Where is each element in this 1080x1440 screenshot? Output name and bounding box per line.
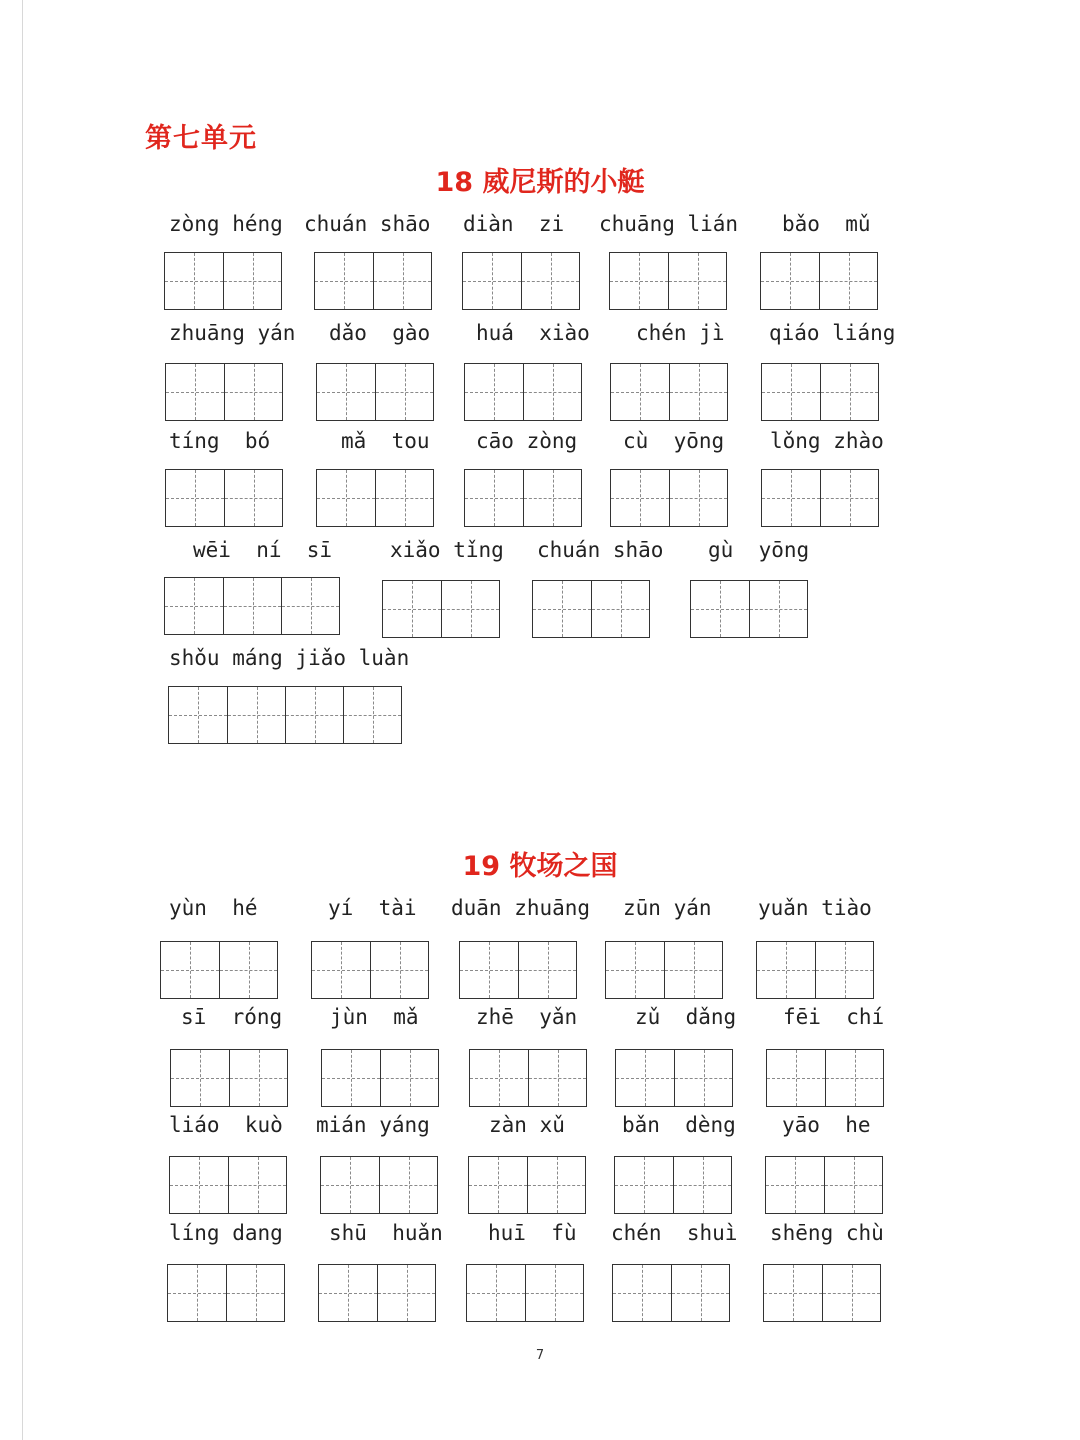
writing-grid[interactable] bbox=[610, 363, 728, 421]
pinyin-label: yāo he bbox=[782, 1113, 871, 1137]
writing-grid[interactable] bbox=[766, 1049, 884, 1107]
pinyin-label: yí tài bbox=[328, 896, 417, 920]
pinyin-label: mián yáng bbox=[316, 1113, 430, 1137]
writing-grid[interactable] bbox=[614, 1156, 732, 1214]
writing-grid[interactable] bbox=[164, 252, 282, 310]
pinyin-label: bǎn dèng bbox=[622, 1113, 736, 1137]
writing-grid[interactable] bbox=[761, 363, 879, 421]
pinyin-label: chén shuì bbox=[611, 1221, 738, 1245]
pinyin-label: mǎ tou bbox=[341, 429, 430, 453]
writing-grid[interactable] bbox=[169, 1156, 287, 1214]
pinyin-label: zǔ dǎng bbox=[635, 1005, 737, 1029]
page-number: 7 bbox=[535, 1348, 545, 1363]
writing-grid[interactable] bbox=[464, 363, 582, 421]
pinyin-label: sī róng bbox=[181, 1005, 283, 1029]
writing-grid[interactable] bbox=[469, 1049, 587, 1107]
writing-grid[interactable] bbox=[168, 686, 402, 744]
pinyin-label: duān zhuāng bbox=[451, 896, 591, 920]
writing-grid[interactable] bbox=[464, 469, 582, 527]
writing-grid[interactable] bbox=[316, 469, 434, 527]
pinyin-label: chén jì bbox=[636, 321, 725, 345]
writing-grid[interactable] bbox=[763, 1264, 881, 1322]
writing-grid[interactable] bbox=[382, 580, 500, 638]
pinyin-label: zhuāng yán bbox=[169, 321, 296, 345]
writing-grid[interactable] bbox=[609, 252, 727, 310]
writing-grid[interactable] bbox=[532, 580, 650, 638]
pinyin-label: shū huǎn bbox=[329, 1221, 443, 1245]
pinyin-label: jùn mǎ bbox=[330, 1005, 419, 1029]
writing-grid[interactable] bbox=[765, 1156, 883, 1214]
pinyin-label: dǎo gào bbox=[329, 321, 431, 345]
writing-grid[interactable] bbox=[605, 941, 723, 999]
writing-grid[interactable] bbox=[314, 252, 432, 310]
writing-grid[interactable] bbox=[164, 577, 340, 635]
pinyin-label: zūn yán bbox=[623, 896, 712, 920]
pinyin-label: yuǎn tiào bbox=[758, 896, 872, 920]
writing-grid[interactable] bbox=[462, 252, 580, 310]
pinyin-label: yùn hé bbox=[169, 896, 258, 920]
page-left-border bbox=[22, 0, 23, 1440]
writing-grid[interactable] bbox=[466, 1264, 584, 1322]
writing-grid[interactable] bbox=[761, 469, 879, 527]
writing-grid[interactable] bbox=[320, 1156, 438, 1214]
pinyin-label: shǒu máng jiǎo luàn bbox=[169, 646, 410, 670]
lesson-19-title: 19 牧场之国 bbox=[462, 851, 618, 882]
pinyin-label: huá xiào bbox=[476, 321, 590, 345]
writing-grid[interactable] bbox=[316, 363, 434, 421]
writing-grid[interactable] bbox=[160, 941, 278, 999]
lesson-18-title: 18 威尼斯的小艇 bbox=[435, 167, 645, 198]
writing-grid[interactable] bbox=[690, 580, 808, 638]
writing-grid[interactable] bbox=[165, 363, 283, 421]
pinyin-label: zòng héng bbox=[169, 212, 283, 236]
pinyin-label: bǎo mǔ bbox=[782, 212, 871, 236]
pinyin-label: liáo kuò bbox=[169, 1113, 283, 1137]
pinyin-label: chuán shāo bbox=[537, 538, 664, 562]
pinyin-label: xiǎo tǐng bbox=[390, 538, 504, 562]
pinyin-label: líng dang bbox=[169, 1221, 283, 1245]
pinyin-label: gù yōng bbox=[708, 538, 810, 562]
writing-grid[interactable] bbox=[610, 469, 728, 527]
writing-grid[interactable] bbox=[311, 941, 429, 999]
pinyin-label: huī fù bbox=[488, 1221, 577, 1245]
pinyin-label: lǒng zhào bbox=[770, 429, 884, 453]
writing-grid[interactable] bbox=[165, 469, 283, 527]
writing-grid[interactable] bbox=[760, 252, 878, 310]
pinyin-label: zhē yǎn bbox=[476, 1005, 578, 1029]
pinyin-label: qiáo liáng bbox=[769, 321, 896, 345]
pinyin-label: chuán shāo bbox=[304, 212, 431, 236]
pinyin-label: tíng bó bbox=[169, 429, 271, 453]
pinyin-label: diàn zi bbox=[463, 212, 565, 236]
writing-grid[interactable] bbox=[170, 1049, 288, 1107]
writing-grid[interactable] bbox=[167, 1264, 285, 1322]
pinyin-label: cāo zòng bbox=[476, 429, 578, 453]
writing-grid[interactable] bbox=[756, 941, 874, 999]
writing-grid[interactable] bbox=[612, 1264, 730, 1322]
writing-grid[interactable] bbox=[459, 941, 577, 999]
writing-grid[interactable] bbox=[615, 1049, 733, 1107]
writing-grid[interactable] bbox=[321, 1049, 439, 1107]
pinyin-label: zàn xǔ bbox=[489, 1113, 565, 1137]
pinyin-label: shēng chù bbox=[770, 1221, 884, 1245]
pinyin-label: wēi ní sī bbox=[193, 538, 333, 562]
unit-title: 第七单元 bbox=[145, 123, 257, 154]
pinyin-label: cù yōng bbox=[623, 429, 725, 453]
pinyin-label: chuāng lián bbox=[599, 212, 739, 236]
writing-grid[interactable] bbox=[468, 1156, 586, 1214]
writing-grid[interactable] bbox=[318, 1264, 436, 1322]
pinyin-label: fēi chí bbox=[783, 1005, 885, 1029]
